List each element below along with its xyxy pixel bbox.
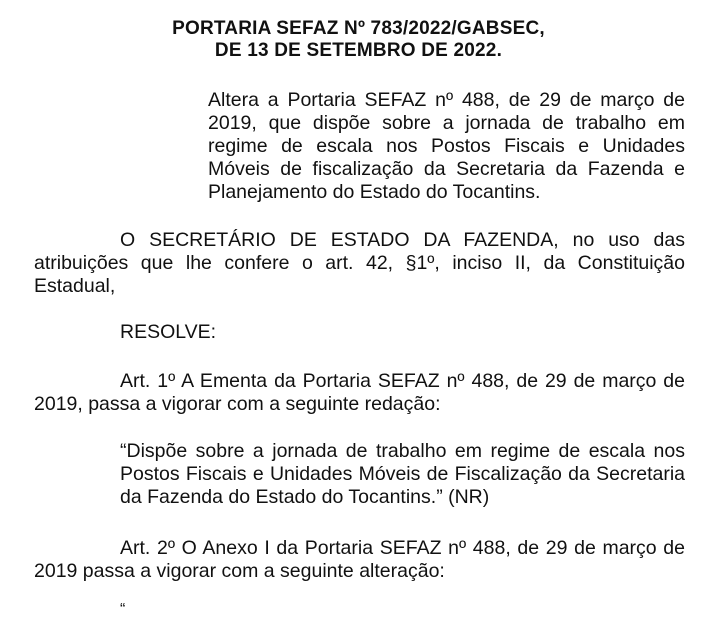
article-2-line: 2019 passa a vigorar com a seguinte alteração: [34,560,445,582]
article-1-paragraph [34,370,685,416]
opening-quote-mark: “ [120,601,126,618]
ementa-line: 2019, que dispõe sobre a jornada de trabalho em [208,112,685,134]
quote-line: da Fazenda do Estado do Tocantins.” (NR) [120,486,490,508]
resolve-heading: RESOLVE: [120,321,217,343]
considerando-first-line [34,229,685,252]
document-title-line-2: DE 13 DE SETEMBRO DE 2022. [214,40,503,61]
quote-line: Postos Fiscais e Unidades Móveis de Fiscalização da Secretaria [120,463,685,485]
article-2-line: Art. 2º O Anexo I da Portaria SEFAZ nº 488, de 29 de março de [120,537,685,559]
considerando-line: atribuições que lhe confere o art. 42, §1º, inciso II, da Constituição [34,252,685,274]
considerando-paragraph [34,229,685,298]
considerando-line: Estadual, [34,275,116,297]
ementa-paragraph [208,89,685,204]
quote-line: “Dispõe sobre a jornada de trabalho em regime de escala nos [120,440,685,462]
considerando-line: O SECRETÁRIO DE ESTADO DA FAZENDA, no uso das [120,229,685,251]
ementa-line: regime de escala nos Postos Fiscais e Unidades [208,135,685,157]
article-1-first-line [34,370,685,393]
article-2-first-line [34,537,685,560]
ementa-line: Planejamento do Estado do Tocantins. [208,181,541,203]
article-2-paragraph [34,537,685,583]
article-1-line: Art. 1º A Ementa da Portaria SEFAZ nº 488, de 29 de março de [120,370,685,392]
article-1-line: 2019, passa a vigorar com a seguinte redação: [34,393,441,415]
document-title-line-1: PORTARIA SEFAZ Nº 783/2022/GABSEC, [172,18,545,39]
quoted-ementa-paragraph [120,440,685,509]
ementa-line: Altera a Portaria SEFAZ nº 488, de 29 de março de [208,89,685,111]
ementa-line: Móveis de fiscalização da Secretaria da Fazenda e [208,158,685,180]
